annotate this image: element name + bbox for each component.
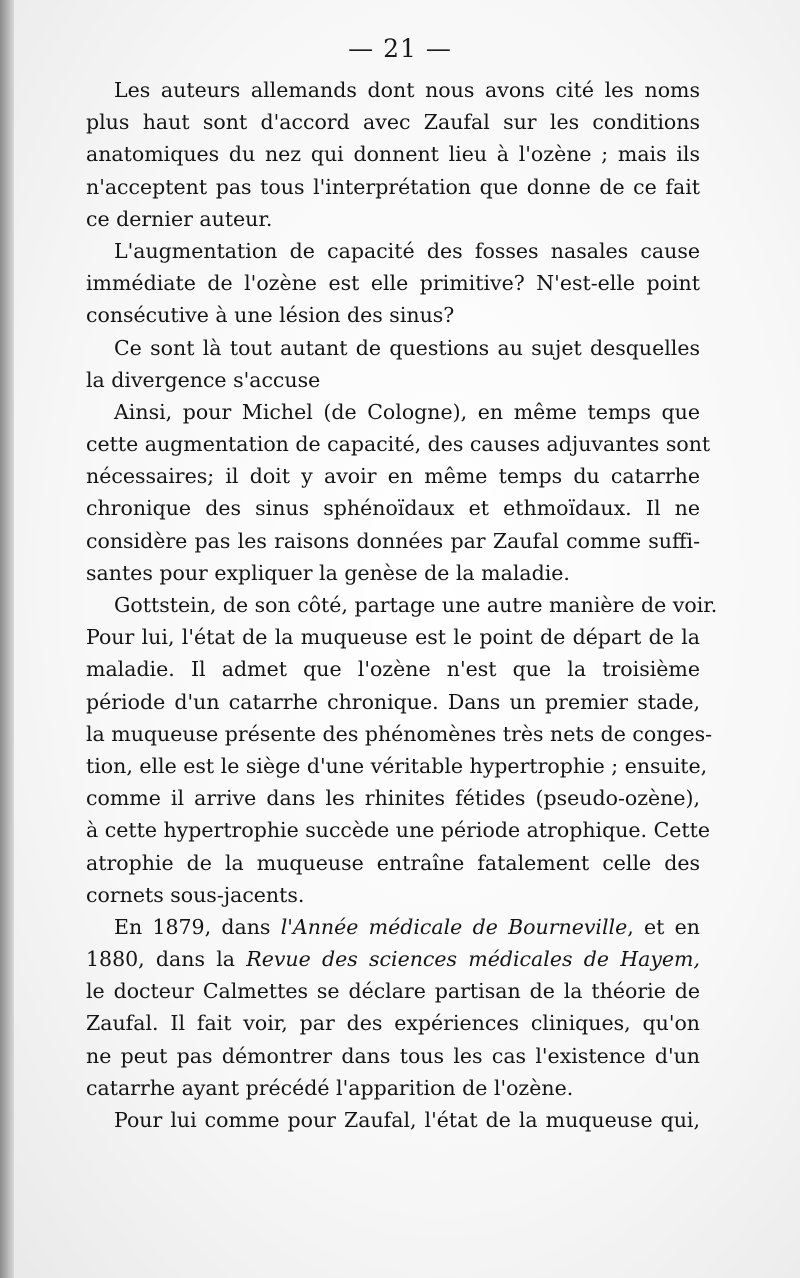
text-line: Zaufal. Il fait voir, par des expériences cliniques, qu'on bbox=[86, 1011, 700, 1036]
text-line: période d'un catarrhe chronique. Dans un premier stade, bbox=[86, 689, 700, 714]
text-line: plus haut sont d'accord avec Zaufal sur les conditions bbox=[86, 110, 700, 135]
text-line: L'augmentation de capacité des fosses nasales cause bbox=[114, 238, 700, 263]
text-line: atrophie de la muqueuse entraîne fatalement celle des bbox=[86, 850, 700, 875]
text-line: nécessaires; il doit y avoir en même temps du catarrhe bbox=[86, 464, 700, 489]
text-line: maladie. Il admet que l'ozène n'est que la troisième bbox=[86, 657, 700, 682]
text-line: n'acceptent pas tous l'interprétation que donne de ce fait bbox=[86, 174, 700, 199]
text-line: consécutive à une lésion des sinus? bbox=[86, 303, 455, 328]
text-line: tion, elle est le siège d'une véritable hypertrophie ; ensuite, bbox=[86, 753, 708, 778]
body-text bbox=[86, 74, 718, 1136]
text-line: chronique des sinus sphénoïdaux et ethmoïdaux. Il ne bbox=[86, 496, 700, 521]
text-line: Gottstein, de son côté, partage une autre manière de voir. bbox=[114, 593, 718, 617]
text-line: Les auteurs allemands dont nous avons cité les noms bbox=[114, 78, 700, 102]
text-line: Pour lui, l'état de la muqueuse est le point de départ de la bbox=[86, 625, 700, 650]
text-line: cette augmentation de capacité, des causes adjuvantes sont bbox=[86, 432, 711, 457]
text-line: immédiate de l'ozène est elle primitive? N'est-elle point bbox=[86, 271, 700, 296]
text-run: En 1879, dans bbox=[114, 914, 281, 939]
text-run: 1880, dans la bbox=[86, 947, 247, 972]
text-line: comme il arrive dans les rhinites fétides (pseudo-ozène), bbox=[86, 786, 700, 811]
text-line: Ainsi, pour Michel (de Cologne), en même temps que bbox=[114, 399, 700, 424]
journal-title-italic: Revue des sciences médicales de Hayem, bbox=[246, 947, 700, 972]
text-line: ce dernier auteur. bbox=[86, 206, 273, 231]
page-gutter-shadow bbox=[0, 0, 14, 1278]
page-number: — 21 — bbox=[348, 34, 452, 63]
text-line: le docteur Calmettes se déclare partisan de la théorie de bbox=[86, 979, 700, 1004]
text-line: cornets sous-jacents. bbox=[86, 882, 305, 907]
journal-title-italic: l'Année médicale de Bourneville bbox=[280, 914, 628, 939]
text-run: , et en bbox=[627, 914, 700, 939]
text-line: santes pour expliquer la genèse de la maladie. bbox=[86, 560, 570, 585]
text-line: Pour lui comme pour Zaufal, l'état de la muqueuse qui, bbox=[114, 1108, 700, 1132]
text-line: à cette hypertrophie succède une période atrophique. Cette bbox=[86, 818, 710, 843]
text-line: la muqueuse présente des phénomènes très nets de conges- bbox=[86, 721, 713, 746]
text-line: la divergence s'accuse bbox=[86, 367, 321, 392]
text-line: catarrhe ayant précédé l'apparition de l'ozène. bbox=[86, 1075, 574, 1100]
text-line: anatomiques du nez qui donnent lieu à l'ozène ; mais ils bbox=[86, 142, 700, 167]
text-line: ne peut pas démontrer dans tous les cas l'existence d'un bbox=[86, 1043, 700, 1068]
text-line bbox=[86, 911, 700, 943]
text-line: Ce sont là tout autant de questions au sujet desquelles bbox=[114, 335, 700, 360]
text-line bbox=[86, 943, 700, 975]
text-line: considère pas les raisons données par Zaufal comme suffi- bbox=[86, 528, 700, 553]
